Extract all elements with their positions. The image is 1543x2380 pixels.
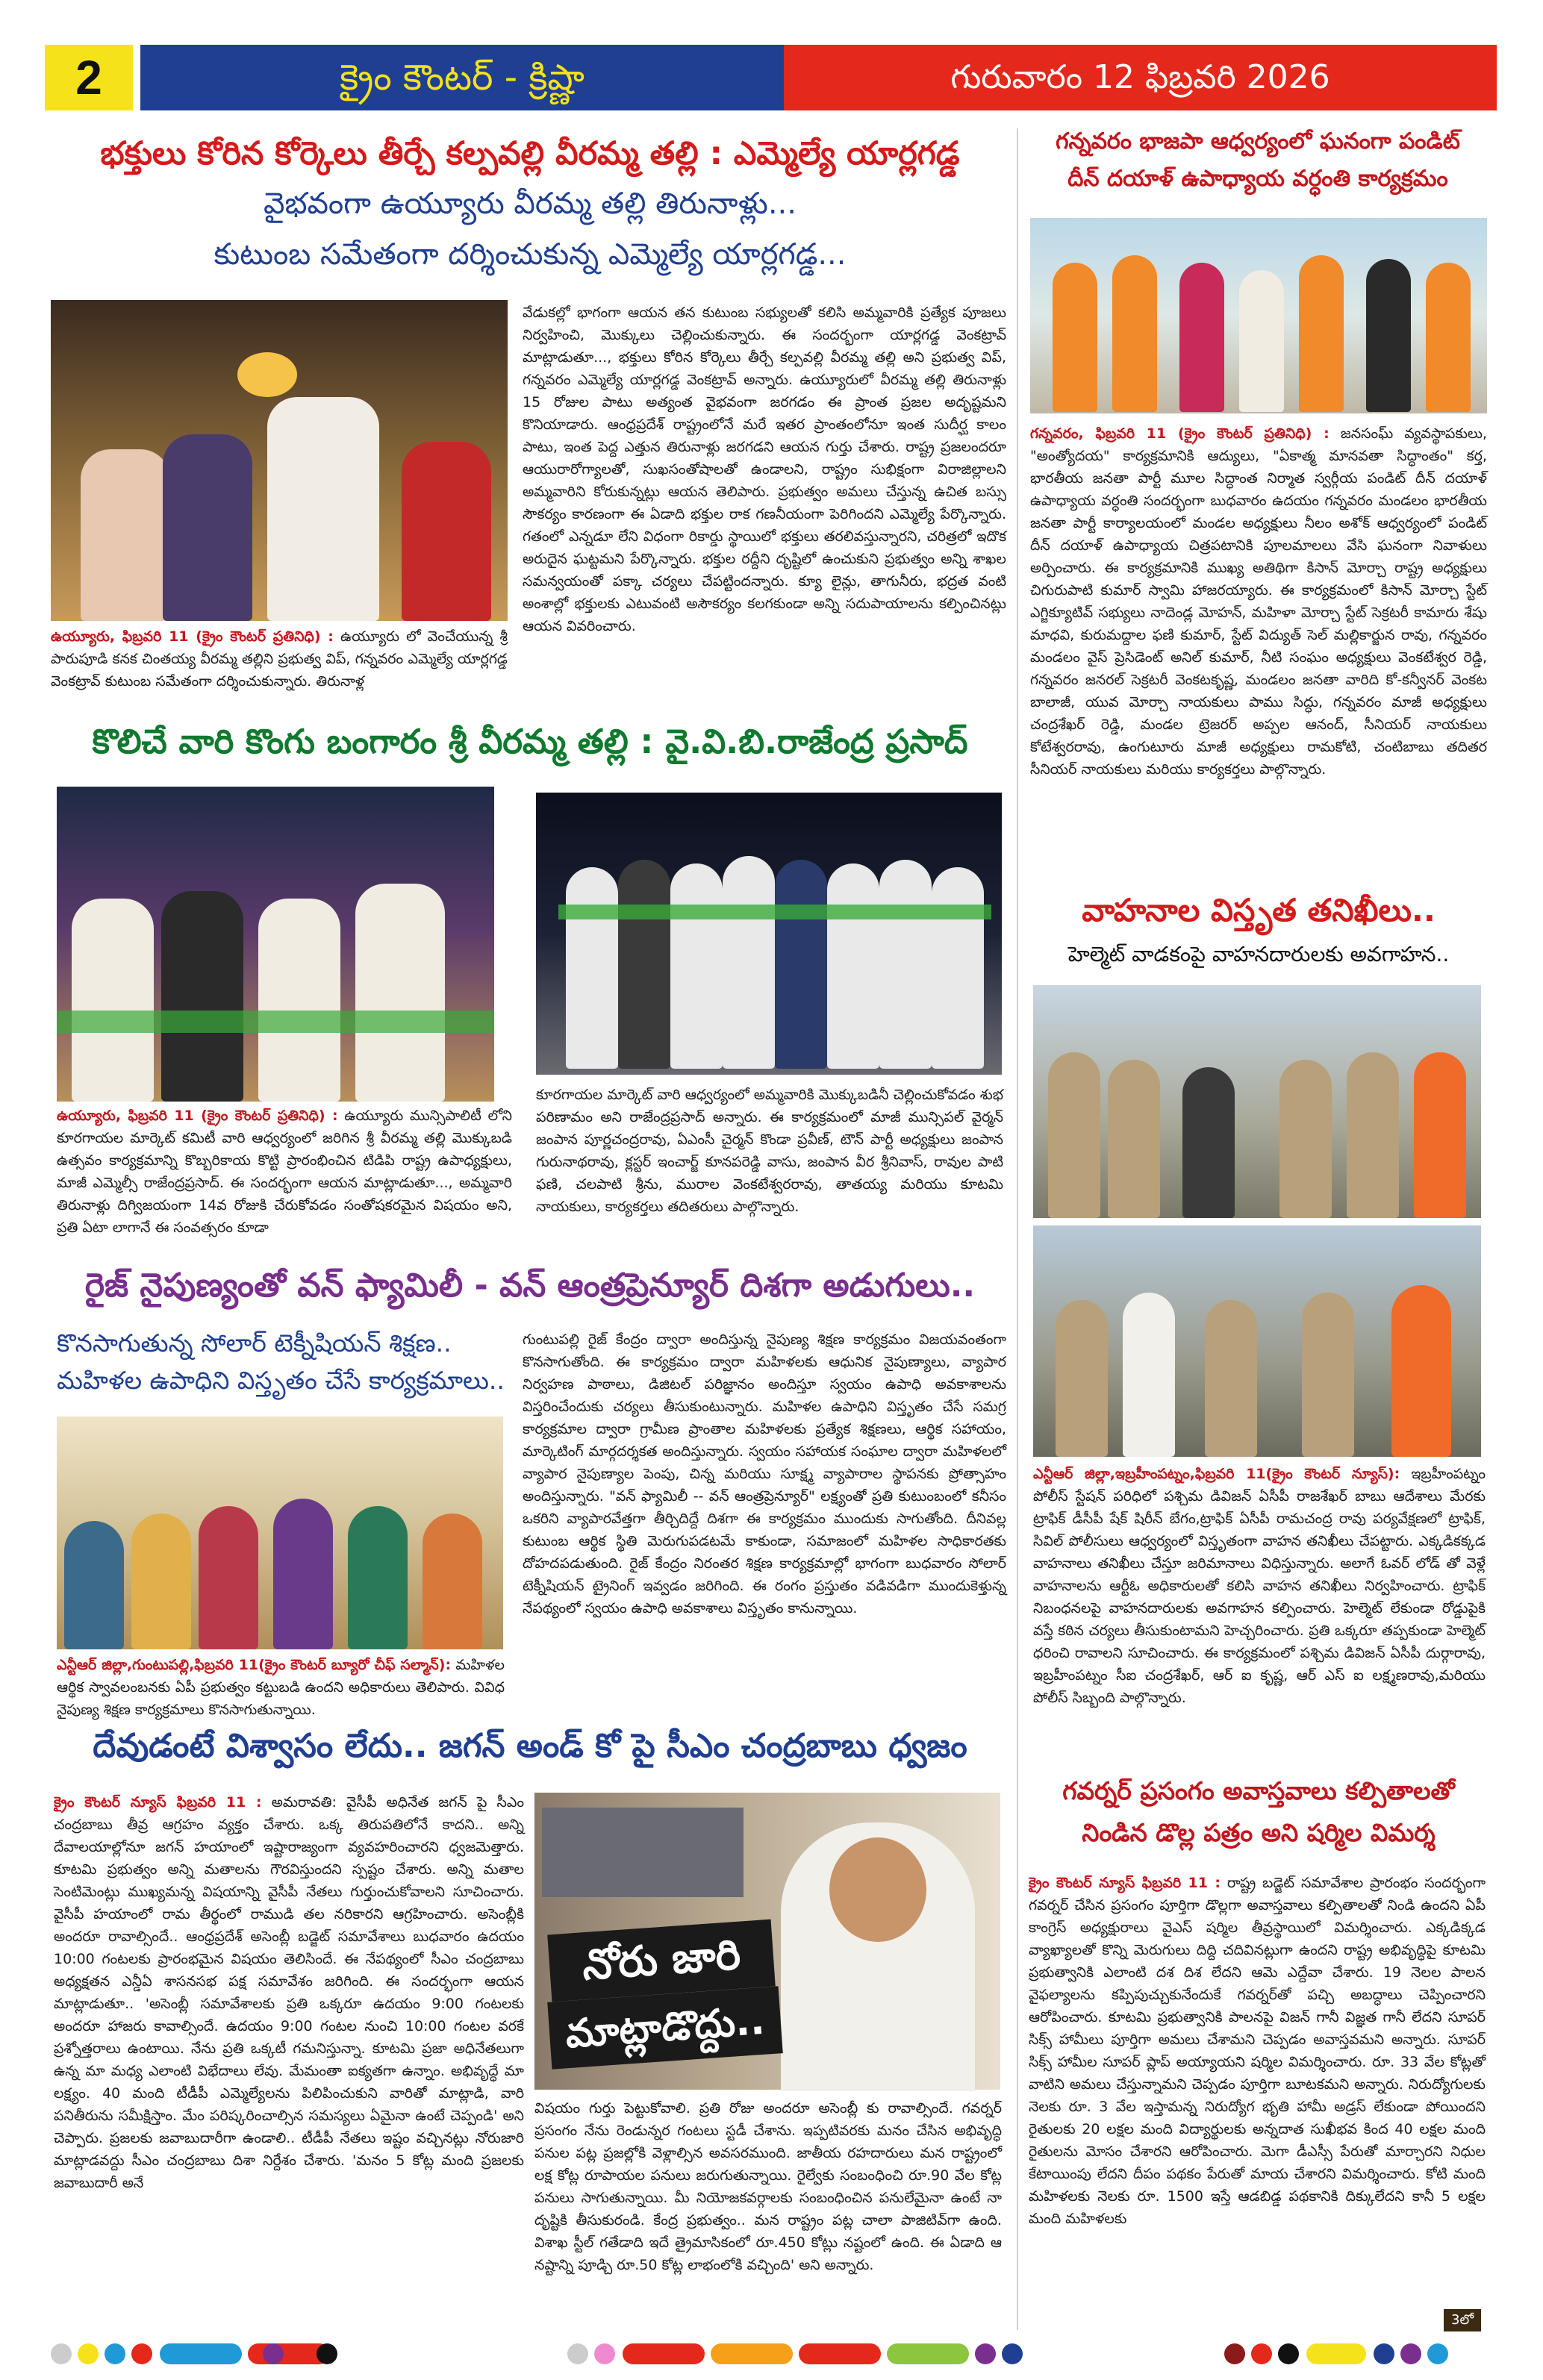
footer-dot	[1002, 2343, 1023, 2364]
story4-photo-caption-1: నోరు జారి	[547, 1920, 776, 2002]
footer-color-strip	[0, 2336, 1543, 2373]
story5-photo-tribute	[1030, 218, 1487, 413]
story7-body	[1029, 1872, 1486, 2329]
story7-headline-1: గవర్నర్ ప్రసంగం అవాస్తవాలు కల్పితాలతో	[1062, 1776, 1455, 1805]
story1-subhead-2: కుటుంబ సమేతంగా దర్శించుకున్న ఎమ్మెల్యే యార్లగడ్డ...	[213, 237, 847, 272]
footer-bar	[887, 2343, 969, 2364]
footer-dot	[131, 2343, 152, 2364]
footer-dot	[1400, 2343, 1421, 2364]
story4-photo-caption-2: మాట్లాడొద్దు..	[547, 1986, 783, 2069]
story1-headline: భక్తులు కోరిన కోర్కెలు తీర్చే కల్పవల్లి వీరమ్మ తల్లి : ఎమ్మెల్యే యార్లగడ్డ	[100, 135, 960, 172]
story6-subhead: హెల్మెట్ వాడకంపై వాహనదారులకు అవగాహన..	[1067, 942, 1450, 966]
story4-body-left	[54, 1791, 524, 2329]
story6-headline: వాహనాల విస్తృత తనిఖీలు..	[1082, 892, 1436, 928]
story3-body: గుంటుపల్లి రైజ్ కేంద్రం ద్వారా అందిస్తున్న నైపుణ్య శిక్షణ కార్యక్రమం విజయవంతంగా కొనసాగుతోంది. ఈ కార్యక్రమం ద్వారా మహిళలకు ఆధునిక నైపుణ్యాలు, వ్యాపార నిర్వహణ పాఠాలు, డిజిటల్ పరిజ్ఞానం అందిస్తూ స్వయం ఉపాధి అవకాశాలను విస్తరించేందుకు చర్యలు తీసుకుంటున్నారు. మహిళల ఉపాధిని విస్తృతం చేసే సమగ్ర కార్యక్రమాల ద్వారా గ్రామీణ ప్రాంతాల మహిళలకు ప్రత్యేక శిక్షణలు, ఆర్థిక సహాయం, మార్కెటింగ్ మార్గదర్శకత అందిస్తున్నారు. స్వయం సహాయక సంఘాల ద్వారా మహిళలలో వ్యాపార నైపుణ్యాల పెంపు, చిన్న మరియు సూక్ష్మ వ్యాపారాల స్థాపనకు ప్రోత్సాహం అందిస్తున్నారు. "వన్ ఫ్యామిలీ -- వన్ ఆంత్రప్రెన్యూర్" లక్ష్యంతో ప్రతి కుటుంబంలో కనీసం ఒకరిని వ్యాపారవేత్తగా తీర్చిదిద్దే దిశగా ఈ కార్యక్రమం ముందుకు సాగుతోంది. దీనివల్ల కుటుంబ ఆర్థిక స్థితి మెరుగుపడటమే కాకుండా, సమాజంలో మహిళల సాధికారతకు దోహదపడుతుంది. రైజ్ కేంద్రం నిరంతర శిక్షణ కార్యక్రమాల్లో భాగంగా బుధవారం సోలార్ టెక్నీషియన్ ట్రైనింగ్ ఇవ్వడం జరిగింది. ఈ రంగం ప్రస్తుతం వడివడిగా ముందుకెళ్తున్న నేపథ్యంలో స్వయం ఉపాధి అవకాశాలు విస్తృతం కానున్నాయి.	[523, 1331, 1006, 1617]
story3-photo-training-class	[57, 1417, 503, 1649]
footer-bar	[799, 2343, 881, 2364]
story1-caption	[51, 625, 508, 697]
story3-subhead-2: మహిళల ఉపాధిని విస్తృతం చేసే కార్యక్రమాలు..	[57, 1366, 505, 1395]
story2-caption	[57, 1105, 512, 1246]
story5-body-text: జనసంఘ్ వ్యవస్థాపకులు, "అంత్యోదయ" కార్యక్రమానికి ఆద్యులు, "ఏకాత్మ మానవతా సిద్ధాంతం" కర్త, భారతీయ జనతా పార్టీ మూల సిద్ధాంత నిర్మాత స్వర్గీయ పండిట్ దీన్ దయాళ్ ఉపాధ్యాయ వర్ధంతి సందర్భంగా బుధవారం ఉదయం గన్నవరం మండలం భారతీయ జనతా పార్టీ కార్యాలయంలో మండల అధ్యక్షులు నీలం అశోక్ ఆధ్వర్యంలో పండిట్ దీన్ దయాళ్ ఉపాధ్యాయ చిత్రపటానికి పూలమాలలు వేసి ఘనంగా నివాళులు అర్పించారు. ఈ కార్యక్రమానికి ముఖ్య అతిథిగా కిసాన్ మోర్చా రాష్ట్ర అధ్యక్షులు చిగురుపాటి కుమార్ స్వామి హాజరయ్యారు. ఈ కార్యక్రమంలో కిసాన్ మోర్చా స్టేట్ ఎగ్జిక్యూటివ్ సభ్యులు నాదెండ్ల మోహన్, మహిళా మోర్చా స్టేట్ సెక్రటరీ కామారు శేషు మాధవి, కురుమద్దాల ఫణి కుమార్, స్టేట్ విద్యుత్ సెల్ మల్లికార్జున రావు, గన్నవరం మండలం వైస్ ప్రెసిడెంట్ అనిల్ కుమార్, నీటి సంఘం అధ్యక్షులు వెంకటేశ్వర రెడ్డి, గన్నవరం జనరల్ సెక్రటరీ వెంకటకృష్ణ, మండలం జనతా వారిది కో-కన్వీనర్ వెంకట బాలాజీ, యువ మోర్చా నాయకులు పాము సిద్ధు, గన్నవరం మాజీ అధ్యక్షులు చంద్రశేఖర్ రెడ్డి, మండల ట్రెజరర్ అప్పల ఆనంద్, సీనియర్ నాయకులు కోటేశ్వరరావు, ఉంగుటూరు మాజీ అధ్యక్షులు రామకోటి, చంటిబాబు తదితర సీనియర్ నాయకులు మరియు కార్యకర్తలు పాల్గొన్నారు.	[1030, 425, 1488, 778]
story6-photo-helmet-awareness	[1033, 1225, 1481, 1457]
story7-body-text: రాష్ట్ర బడ్జెట్ సమావేశాల ప్రారంభం సందర్భంగా గవర్నర్ చేసిన ప్రసంగం పూర్తిగా డొల్లగా అవాస్తవాలు కల్పితాలతో నిండి ఉందని ఏపీ కాంగ్రెస్ అధ్యక్షురాలు వైఎస్ షర్మిల తీవ్రస్థాయిలో విమర్శించారు. ఎక్కడిక్కడ వ్యాఖ్యాలతో కొన్ని మెరుగులు దిద్ది చదివినట్లుగా ఉందని రాష్ట్ర అభివృద్ధిపై కూటమి ప్రభుత్వానికి ఎలాంటి దశ దిశ లేదని ఆమె ఎద్దేవా చేశారు. 19 నెలల పాలన వైఫల్యాలను కప్పిపుచ్చుకునేందుకే గవర్నర్‌తో పచ్చి అబద్ధాలు చెప్పించారని ఆరోపించారు. కూటమి ప్రభుత్వానికి పాలనపై విజన్ గానీ విజ్ఞత గానీ లేదని సూపర్ సిక్స్ హామీలు పూర్తిగా అమలు చేశామని చెప్పడం అవాస్తవమని అన్నారు. సూపర్ సిక్స్ హామీల సూపర్ ప్లాప్ అయ్యాయని షర్మిల విమర్శించారు. రూ. 33 వేల కోట్లతో వాటిని అమలు చేస్తున్నామని చెప్పడం పూర్తిగా బూటకమని అన్నారు. నిరుద్యోగులకు నెలకు రూ. 3 వేల ఇస్తామన్న నిరుద్యోగ భృతి హామీ అడ్రస్ లేకుండా పోయిందని రైతులకు 20 లక్షల మంది విద్యార్థులకు అన్నదాత సుఖీభవ కింద 40 లక్షల మంది రైతులను మోసం చేశారని ఆరోపించారు. మెగా డీఎస్సీ పేరుతో మార్చారని నిధుల కేటాయింపు లేదని దీపం పథకం పేరుతో మాయ చేశారని విమర్శించారు. కోటి మంది మహిళలకు నెలకు రూ. 1500 ఇస్తే ఆడబిడ్డ పథకానికి దిక్కులేదని కానీ 5 లక్షల మంది మహిళలకు	[1029, 1875, 1486, 2227]
story3-caption-dateline: ఎన్టీఆర్ జిల్లా,గుంటుపల్లి,ఫిబ్రవరి 11(క్రైం కౌంటర్ బ్యూరో చీఫ్ సల్మాన్):	[57, 1657, 452, 1673]
story5-headline-2: దీన్ దయాళ్ ఉపాధ్యాయ వర్ధంతి కార్యక్రమం	[1067, 166, 1448, 192]
story1-caption-text: ఉయ్యూరు లో వెంచేయున్న శ్రీ పారుపూడి కనక చింతయ్య వీరమ్మ తల్లిని ప్రభుత్వ విప్, గన్నవరం ఎమ్మెల్యే యార్లగడ్డ వెంకట్రావ్ కుటుంబ సమేతంగా దర్శించుకున్నారు. తిరునాళ్ల	[51, 628, 508, 690]
footer-dot	[105, 2343, 125, 2364]
page-number: 2	[45, 45, 133, 110]
story1-body: వేడుకల్లో భాగంగా ఆయన తన కుటుంబ సభ్యులతో కలిసి అమ్మవారికి ప్రత్యేక పూజలు నిర్వహించి, మొక్కులు చెల్లించుకున్నారు. ఈ సందర్భంగా యార్లగడ్డ వెంకట్రావ్ మాట్లాడుతూ..., భక్తులు కోరిన కోర్కెలు తీర్చే కల్పవల్లి వీరమ్మ తల్లి అని ప్రభుత్వ విప్, గన్నవరం ఎమ్మెల్యే యార్లగడ్డ వెంకట్రావ్ అన్నారు. ఉయ్యూరులో వీరమ్మ తల్లి తిరునాళ్లు 15 రోజుల పాటు అత్యంత వైభవంగా జరగడం ఈ ప్రాంత ప్రజల అదృష్టమని కొనియాడారు. ఆంధ్రప్రదేశ్ రాష్ట్రంలోనే మరే ఇతర ప్రాంతంలోనూ ఇంత సుదీర్ఘ కాలం పాటు, ఇంత పెద్ద ఎత్తున తిరునాళ్లు జరగడని ఆయన గుర్తు చేశారు. రాష్ట్ర ప్రజలందరూ ఆయురారోగ్యాలతో, సుఖసంతోషాలతో ఉండాలని, రాష్ట్రం సుభిక్షంగా విరాజిల్లాలని అమ్మవారిని కోరుకున్నట్లు ఆయన తెలిపారు. ప్రభుత్వం అమలు చేస్తున్న ఉచిత బస్సు సౌకర్యం కారణంగా ఈ ఏడాది భక్తుల రాక గణనీయంగా పెరిగిందని ఎమ్మెల్యే పేర్కొన్నారు. గతంలో ఎన్నడూ లేని విధంగా రికార్డు స్థాయిలో భక్తులు తరలివస్తున్నారని, చరిత్రలో ఇదొక అరుదైన ఘట్టమని పేర్కొన్నారు. భక్తుల రద్దీని దృష్టిలో ఉంచుకుని ప్రభుత్వం అన్ని శాఖల సమన్వయంతో పక్కా చర్యలు చేపట్టిందన్నారు. క్యూ లైన్లు, తాగునీరు, భద్రత వంటి అంశాల్లో భక్తులకు ఎటువంటి అసౌకర్యం కలగకుండా అన్ని సదుపాయాలను కల్పించినట్లు ఆయన వివరించారు.	[523, 304, 1006, 634]
story6-body	[1033, 1463, 1486, 1769]
story3-subhead-1: కొనసాగుతున్న సోలార్ టెక్నీషియన్ శిక్షణ..	[57, 1328, 452, 1358]
footer-dot	[317, 2343, 337, 2364]
story1-caption-dateline: ఉయ్యూరు, ఫిబ్రవరి 11 (క్రైం కౌంటర్ ప్రతినిధి) :	[51, 628, 334, 645]
story2-headline: కొలిచే వారి కొంగు బంగారం శ్రీ వీరమ్మ తల్లి : వై.వి.బి.రాజేంద్ర ప్రసాద్	[92, 722, 968, 761]
footer-dot	[290, 2343, 311, 2364]
story4-body-left-text: అమరావతి: వైసీపీ అధినేత జగన్ పై సీఎం చంద్రబాబు తీవ్ర ఆగ్రహం వ్యక్తం చేశారు. ఒక్క తిరుపతిలోనే కాదని.. అన్ని దేవాలయాల్లోనూ జగన్ హయాంలో ఇష్టారాజ్యంగా వ్యవహరించారని ధ్వజమెత్తారు. కూటమి ప్రభుత్వం అన్ని మతాలను గౌరవిస్తుందని స్పష్టం చేశారు. అన్ని మతాల సెంటిమెంట్లు ముఖ్యమన్న విషయాన్ని వైసీపీ నేతలు గుర్తుంచుకోవాలని సూచించారు. వైసీపీ హయాంలో రామ తీర్థంలో రాముడి తల నరికారని ఆగ్రహించారు. అసెంబ్లీకి అందరూ రావాల్సిందే.. ఆంధ్రప్రదేశ్ అసెంబ్లీ బడ్జెట్ సమావేశాలు బుధవారం ఉదయం 10:00 గంటలకు ప్రారంభమైన విషయం తెలిసిందే. ఈ నేపథ్యంలో సీఎం చంద్రబాబు అధ్యక్షతన ఎన్డీఏ శాసనసభ పక్ష సమావేశం జరిగింది. ఈ సందర్భంగా ఆయన మాట్లాడుతూ.. 'అసెంబ్లీ సమావేశాలకు ప్రతి ఒక్కరూ ఉదయం 9:00 గంటలకు అందరూ హాజరు కావాల్సిందే. ఉదయం 9:00 గంటల నుంచి 10:00 గంటల వరకే ప్రశ్నోత్తరాలు ఉంటాయి. నేను ప్రతి ఒక్కటీ గమనిస్తున్నా. కూటమి ప్రజా అధినేతలుగా ఉన్న మా మధ్య ఎలాంటి విభేదాలు లేవు. మేమంతా ఐక్యతగా ఉన్నాం. అభివృద్ధే మా లక్ష్యం. 40 మంది టీడీపీ ఎమ్మెల్యేలను పిలిపించుకుని వారితో మాట్లాడి, వారి పనితీరును సమీక్షిస్తాం. మేం పరిష్కరించాల్సిన సమస్యలు ఏమైనా ఉంటే చెప్పండి' అని చెప్పారు. ప్రజలకు జవాబుదారీగా ఉండాలి.. టీడీపీ నేతలు ఇష్టం వచ్చినట్లు నోరుజారి మాట్లాడవద్దు సీఎం చంద్రబాబు దిశా నిర్దేశం చేశారు. 'మనం 5 కోట్ల మంది ప్రజలకు జవాబుదారీ అనే	[54, 1794, 524, 2191]
story5-headline-1: గన్నవరం భాజపా ఆధ్వర్యంలో ఘనంగా పండిట్	[1056, 128, 1460, 154]
edition-banner: క్రైం కౌంటర్ - క్రిష్ణా	[133, 45, 784, 110]
story2-photo-group	[536, 793, 1002, 1075]
story5-dateline: గన్నవరం, ఫిబ్రవరి 11 (క్రైం కౌంటర్ ప్రతినిధి) :	[1030, 425, 1330, 442]
story1-subhead-1: వైభవంగా ఉయ్యూరు వీరమ్మ తల్లి తిరునాళ్లు...	[264, 187, 797, 221]
story4-dateline: క్రైం కౌంటర్ న్యూస్ ఫిబ్రవరి 11 :	[54, 1794, 262, 1811]
footer-dot	[567, 2343, 588, 2364]
footer-bar	[1306, 2343, 1366, 2364]
footer-dot	[975, 2343, 996, 2364]
story3-caption-text: మహిళల ఆర్థిక స్వావలంబనకు ఏపీ ప్రభుత్వం కట్టుబడి ఉందని అధికారులు తెలిపారు. వివిధ నైపుణ్య శిక్షణ కార్యక్రమాలు కొనసాగుతున్నాయి.	[57, 1657, 505, 1718]
footer-dot	[1251, 2343, 1272, 2364]
story4-headline: దేవుడంటే విశ్వాసం లేదు.. జగన్ అండ్ కో పై సీఎం చంద్రబాబు ధ్వజం	[93, 1727, 967, 1765]
story5-body	[1030, 422, 1487, 891]
story7-headline-2: నిండిన డొల్ల పత్రం అని షర్మిల విమర్శ	[1082, 1818, 1436, 1847]
continued-page-marker[interactable]: 3లో	[1444, 2309, 1481, 2331]
story6-dateline: ఎన్టీఆర్ జిల్లా,ఇబ్రహీంపట్నం,ఫిబ్రవరి 11(క్రైం కౌంటర్ న్యూస్):	[1033, 1466, 1400, 1482]
story6-photo-vehicle-check	[1033, 985, 1481, 1218]
footer-dot	[263, 2343, 284, 2364]
story6-body-text: ఇబ్రహీంపట్నం పోలీస్ స్టేషన్ పరిధిలో పశ్చిమ డివిజన్ ఏసీపీ రాజశేఖర్ బాబు ఆదేశాలు మేరకు ట్రాఫిక్ డీసీపీ షేక్ షిరీన్ బేగం,ట్రాఫిక్ ఏసీపీ రామచంద్ర రావు పర్యవేక్షణలో ట్రాఫిక్, సివిల్ పోలీసులు ఆధ్వర్యంలో విస్తృతంగా వాహన తనిఖీలు చేపట్టారు. ఎక్కడికక్కడ వాహనాలు తనిఖీలు చేస్తూ జరిమానాలు విధిస్తున్నారు. అలాగే ఓవర్ లోడ్ తో వెళ్లే వాహనాలను ఆర్టీఓ అధికారులతో కలిసి వాహన తనిఖీలు నిర్వహించారు. ట్రాఫిక్ నిబంధనలపై వాహనదారులకు అవగాహన కల్పించారు. హెల్మెట్ లేకుండా రోడ్డుపైకి వస్తే కఠిన చర్యలు తీసుకుంటామని హెచ్చరించారు. ప్రతి ఒక్కరూ తప్పకుండా హెల్మెట్ ధరించి రావాలని సూచించారు. ఈ కార్యక్రమంలో పశ్చిమ డివిజన్ ఏసీపీ దుర్గారావు, ఇబ్రహీంపట్నం సీఐ చంద్రశేఖర్, ఆర్ ఐ కృష్ణ, ఆర్ ఎస్ ఐ లక్ష్మణరావు,మరియు పోలీస్ సిబ్బంది పాల్గొన్నారు.	[1033, 1466, 1486, 1706]
story4-body-right: విషయం గుర్తు పెట్టుకోవాలి. ప్రతి రోజు అందరూ అసెంబ్లీ కు రావాల్సిందే. గవర్నర్ ప్రసంగం నేను రెండున్నర గంటలు స్టడీ చేశాను. ఇప్పటివరకు మనం చేసిన అభివృద్ధి పనుల పట్ల ప్రజల్లోకి వెళ్లాల్సిన అవసరముంది. జాతీయ రహదారులు మన రాష్ట్రంలో లక్ష కోట్ల రూపాయల పనులు జరుగుతున్నాయి. రైల్వేకు సంబంధించి రూ.90 వేల కోట్ల పనులు సాగుతున్నాయి. మీ నియోజకవర్గాలకు సంబంధించిన పనులేమైనా ఉంటే నా దృష్టికి తీసుకురండి. కేంద్ర ప్రభుత్వం.. మన రాష్ట్రం పట్ల చాలా పాజిటివ్‌గా ఉంది. విశాఖ స్టీల్ గతేడాది ఇదే త్రైమాసికంలో రూ.450 కోట్లు నష్టంలో ఉంది. ఈ ఏడాది ఆ నష్టాన్ని పూడ్చి రూ.50 కోట్ల లాభంలోకి వచ్చింది' అని అన్నారు.	[534, 2100, 1002, 2273]
footer-dot	[1278, 2343, 1299, 2364]
story4-photo-cm	[534, 1793, 1000, 2090]
story3-caption	[57, 1654, 505, 1718]
story1-photo-temple-visit	[51, 300, 508, 621]
footer-bar	[160, 2343, 242, 2364]
footer-dot	[1374, 2343, 1394, 2364]
footer-dot	[594, 2343, 615, 2364]
story2-body: కూరగాయల మార్కెట్ వారి ఆధ్వర్యంలో అమ్మవారికి మొక్కుబడినీ చెల్లించుకోవడం శుభ పరిణామం అని రాజేంద్రప్రసాద్ అన్నారు. ఈ కార్యక్రమంలో మాజీ మున్సిపల్ వైర్మన్ జంపాన పూర్ణచంద్రరావు, ఏఎంసీ చైర్మన్ కొండా ప్రవీణ్, టౌన్ పార్టీ అధ్యక్షులు జంపాన గురునాథరావు, క్లస్టర్ ఇంచార్జ్ కూనపరెడ్డి వాసు, జంపాన వీర శ్రీనివాస్, రావుల పాటి ఫణి, చలపాటి శ్రీను, మురాల వెంకటేశ్వరరావు, తాతయ్య మరియు కూటమి నాయకులు, కార్యకర్తలు తదితరులు పాల్గొన్నారు.	[536, 1087, 1003, 1215]
story2-caption-dateline: ఉయ్యూరు, ఫిబ్రవరి 11 (క్రైం కౌంటర్ ప్రతినిధి) :	[57, 1108, 338, 1124]
footer-dot	[1224, 2343, 1245, 2364]
date-banner: గురువారం 12 ఫిబ్రవరి 2026	[784, 45, 1497, 110]
story3-headline: రైజ్ నైపుణ్యంతో వన్ ఫ్యామిలీ - వన్ ఆంత్రప్రెన్యూర్ దిశగా అడుగులు..	[84, 1266, 976, 1305]
footer-dot	[51, 2343, 72, 2364]
column-divider	[1017, 128, 1018, 2330]
footer-dot	[1427, 2343, 1448, 2364]
footer-bar	[623, 2343, 705, 2364]
footer-dot	[78, 2343, 99, 2364]
story2-caption-text: ఉయ్యూరు మున్సిపాలిటీ లోని కూరగాయల మార్కెట్ కమిటీ వారి ఆధ్వర్యంలో జరిగిన శ్రీ వీరమ్మ తల్లి మొక్కుబడి ఉత్సవం కార్యక్రమాన్ని కొబ్బరికాయ కొట్టి ప్రారంభించిన టిడిపి రాష్ట్ర ఉపాధ్యక్షులు, మాజీ ఎమ్మెల్సీ రాజేంద్రప్రసాద్. ఈ సందర్భంగా ఆయన మాట్లాడుతూ..., అమ్మవారి తిరునాళ్లు దిగ్విజయంగా 14వ రోజుకి చేరుకోవడం సంతోషకరమైన విషయం అని, ప్రతి ఏటా లాగానే ఈ సంవత్సరం కూడా	[57, 1108, 512, 1236]
footer-bar	[711, 2343, 793, 2364]
story7-dateline: క్రైం కౌంటర్ న్యూస్ ఫిబ్రవరి 11 :	[1029, 1875, 1221, 1891]
story2-photo-ceremony	[57, 787, 494, 1102]
